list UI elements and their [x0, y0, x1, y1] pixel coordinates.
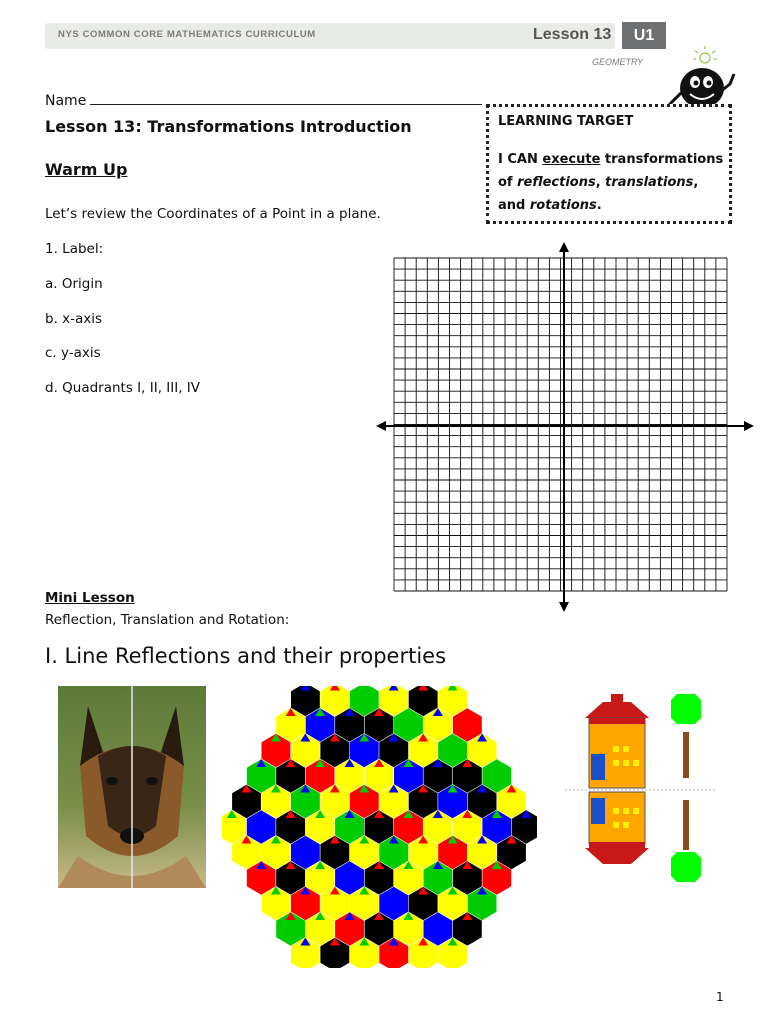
- unit-badge: U1: [622, 22, 666, 49]
- warmup-intro: Let’s review the Coordinates of a Point in a plane.: [45, 206, 381, 222]
- name-field[interactable]: [45, 92, 482, 109]
- hexagon-tessellation: [222, 686, 537, 968]
- hex-tiles: [222, 686, 537, 968]
- warmup-item: b. x-axis: [45, 311, 103, 327]
- mini-lesson-subtitle: Reflection, Translation and Rotation:: [45, 612, 290, 628]
- grid-lines: [394, 258, 727, 591]
- mini-lesson-heading: Mini Lesson: [45, 590, 135, 606]
- dog-photo: [58, 686, 206, 888]
- y-axis-down-arrow: [559, 602, 569, 612]
- x-axis-left-arrow: [376, 421, 386, 431]
- warmup-item: a. Origin: [45, 276, 103, 292]
- x-axis-right-arrow: [744, 421, 754, 431]
- learning-target-text: I CAN execute transformations of reflections, translations, and rotations.: [498, 152, 724, 213]
- learning-target-heading: LEARNING TARGET: [498, 114, 634, 129]
- page-number: 1: [716, 990, 724, 1004]
- subject-label: GEOMETRY: [592, 57, 644, 67]
- house-reflection-illustration: [565, 688, 715, 888]
- curriculum-label: NYS COMMON CORE MATHEMATICS CURRICULUM: [58, 29, 316, 40]
- y-axis-up-arrow: [559, 242, 569, 252]
- section-heading: I. Line Reflections and their properties: [45, 644, 447, 668]
- name-label: Name: [45, 93, 87, 109]
- warmup-item: c. y-axis: [45, 345, 101, 361]
- warmup-item: 1. Label:: [45, 241, 104, 257]
- name-blank[interactable]: [90, 92, 482, 105]
- coordinate-grid[interactable]: [370, 240, 760, 615]
- warmup-item: d. Quadrants I, II, III, IV: [45, 380, 201, 396]
- lesson-label: Lesson 13: [533, 26, 612, 43]
- page-title: Lesson 13: Transformations Introduction: [45, 117, 412, 136]
- warmup-heading: Warm Up: [45, 160, 128, 179]
